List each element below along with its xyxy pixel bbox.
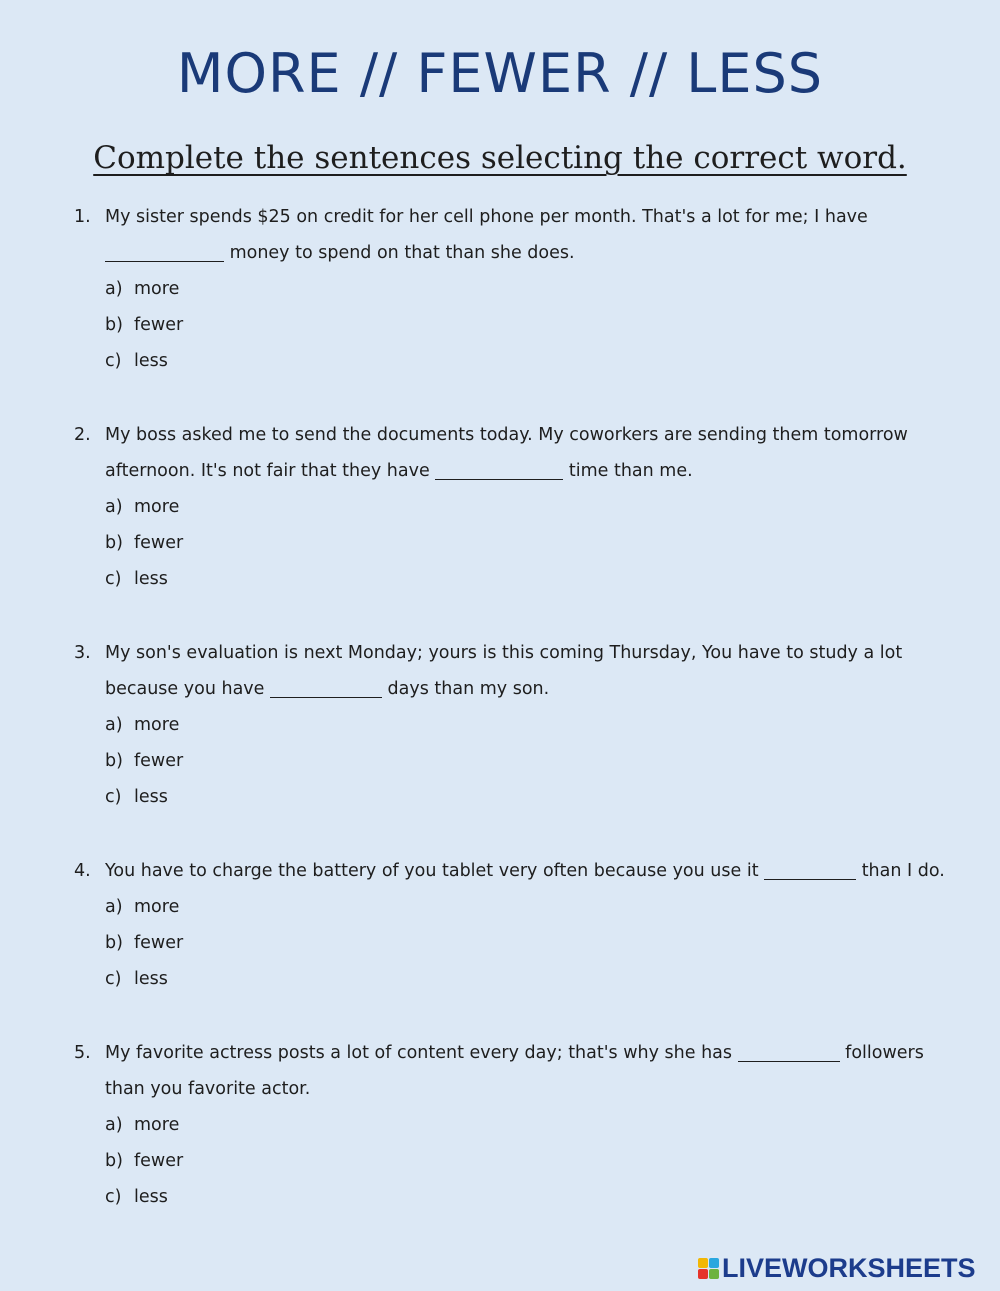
question-5: [74, 1035, 954, 1215]
logo-block-blue: [709, 1258, 719, 1268]
worksheet-instructions: [0, 140, 1000, 176]
question-number: 2.: [74, 425, 91, 445]
answer-blank[interactable]: [105, 241, 224, 262]
logo-block-yellow: [698, 1258, 708, 1268]
option-b[interactable]: b) fewer: [105, 933, 184, 953]
option-a[interactable]: a) more: [105, 897, 180, 917]
question-text: My sister spends $25 on credit for her cell phone per month. That's a lot for me; I have money to spend on that than she does.: [105, 207, 868, 263]
answer-blank[interactable]: [764, 859, 856, 880]
option-b[interactable]: b) fewer: [105, 751, 184, 771]
question-number: 3.: [74, 643, 91, 663]
option-b[interactable]: b) fewer: [105, 533, 184, 553]
option-c[interactable]: c) less: [105, 351, 168, 371]
logo-block-red: [698, 1269, 708, 1279]
instructions-text: Complete the sentences selecting the correct word.: [93, 140, 907, 176]
question-1: [74, 199, 954, 379]
answer-options: [105, 271, 954, 379]
answer-blank[interactable]: [270, 677, 382, 698]
logo-block-green: [709, 1269, 719, 1279]
option-b[interactable]: b) fewer: [105, 1151, 184, 1171]
question-4: [74, 853, 954, 997]
option-c[interactable]: c) less: [105, 787, 168, 807]
question-3: [74, 635, 954, 815]
question-number: 1.: [74, 207, 91, 227]
question-number: 5.: [74, 1043, 91, 1063]
question-text: My son's evaluation is next Monday; yours is this coming Thursday, You have to study a lot because you have days than my son.: [105, 643, 903, 699]
option-a[interactable]: a) more: [105, 279, 180, 299]
question-number: 4.: [74, 861, 91, 881]
worksheet-title: MORE // FEWER // LESS: [176, 42, 824, 105]
answer-options: [105, 707, 954, 815]
answer-options: [105, 489, 954, 597]
option-a[interactable]: a) more: [105, 497, 180, 517]
option-a[interactable]: a) more: [105, 1115, 180, 1135]
option-a[interactable]: a) more: [105, 715, 180, 735]
question-text: My boss asked me to send the documents today. My coworkers are sending them tomorrow afternoon. It's not fair that they have time than me.: [105, 425, 908, 481]
question-text: You have to charge the battery of you tablet very often because you use it than I do.: [105, 861, 945, 881]
answer-blank[interactable]: [435, 459, 563, 480]
answer-options: [105, 889, 954, 997]
liveworksheets-logo[interactable]: [698, 1253, 976, 1284]
option-c[interactable]: c) less: [105, 1187, 168, 1207]
option-c[interactable]: c) less: [105, 569, 168, 589]
logo-text: LIVEWORKSHEETS: [722, 1253, 976, 1283]
option-c[interactable]: c) less: [105, 969, 168, 989]
answer-options: [105, 1107, 954, 1215]
question-text: My favorite actress posts a lot of content every day; that's why she has followers than you favorite actor.: [105, 1043, 924, 1099]
option-b[interactable]: b) fewer: [105, 315, 184, 335]
answer-blank[interactable]: [738, 1041, 840, 1062]
liveworksheets-logo-icon: [698, 1258, 719, 1279]
question-2: [74, 417, 954, 597]
